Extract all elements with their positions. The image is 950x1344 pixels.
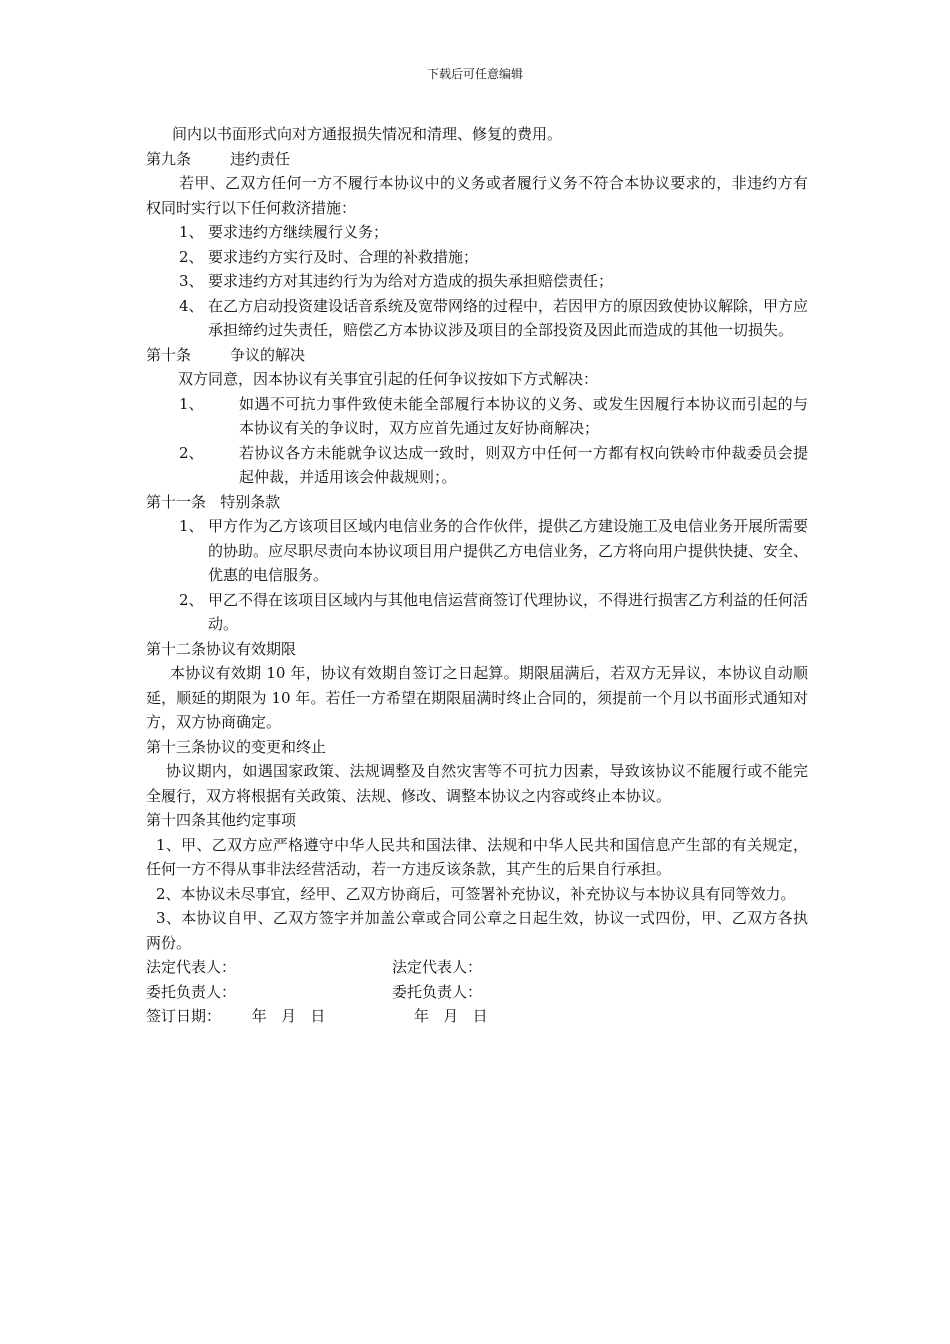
article-13-text: 协议期内，如遇国家政策、法规调整及自然灾害等不可抗力因素，导致该协议不能履行或不能完全履行，双方将根据有关政策、法规、修改、调整本协议之内容或终止本协议。	[146, 762, 808, 805]
signature-date-row	[146, 1004, 808, 1029]
item-text: 要求违约方对其违约行为为给对方造成的损失承担赔偿责任；	[208, 272, 614, 290]
item-text: 在乙方启动投资建设话音系统及宽带网络的过程中，若因甲方的原因致使协议解除，甲方应承担缔约过失责任，赔偿乙方本协议涉及项目的全部投资及因此而造成的其他一切损失。	[208, 296, 809, 339]
item-number: 2、	[179, 247, 204, 266]
article-number: 第九条	[146, 149, 192, 168]
item-text: 要求违约方实行及时、合理的补救措施；	[208, 247, 479, 266]
party-b-representative: 法定代表人：	[392, 958, 483, 976]
list-item	[146, 294, 808, 343]
list-item	[146, 245, 808, 270]
item-number: 1、	[179, 517, 204, 535]
list-item	[146, 269, 808, 294]
list-item	[146, 392, 808, 441]
article-14-item: 2、本协议未尽事宜，经甲、乙双方协商后，可签署补充协议，补充协议与本协议具有同等效力。	[156, 884, 796, 903]
article-14-item: 3、本协议自甲、乙双方签字并加盖公章或合同公章之日起生效，协议一式四份，甲、乙双方各执两份。	[146, 909, 808, 952]
list-item	[146, 588, 808, 637]
signature-representative-row	[146, 955, 808, 980]
document-body	[146, 122, 808, 1029]
list-item	[146, 220, 808, 245]
article-11-heading: 第十一条 特别条款	[146, 492, 281, 511]
item-number: 3、	[179, 272, 204, 290]
article-10-heading	[146, 343, 808, 368]
item-number: 1、	[179, 394, 204, 413]
date-label: 签订日期：	[146, 1007, 222, 1025]
intro-line: 间内以书面形式向对方通报损失情况和清理、修复的费用。	[172, 125, 563, 143]
party-b-agent: 委托负责人：	[392, 982, 483, 1001]
article-13-heading: 第十三条协议的变更和终止	[146, 737, 327, 756]
article-number: 第十条	[146, 345, 192, 364]
page-header: 下载后可任意编辑	[426, 67, 523, 81]
article-title: 违约责任	[230, 149, 291, 168]
article-14-heading: 第十四条其他约定事项	[146, 811, 297, 829]
article-9-lead: 若甲、乙双方任何一方不履行本协议中的义务或者履行义务不符合本协议要求的，非违约方有权同时实行以下任何救济措施：	[146, 174, 808, 217]
item-text: 若协议各方未能就争议达成一致时，则双方中任何一方都有权向铁岭市仲裁委员会提起仲裁，并适用该会仲裁规则；。	[239, 443, 808, 486]
article-14-item: 1、甲、乙双方应严格遵守中华人民共和国法律、法规和中华人民共和国信息产生部的有关规定，任何一方不得从事非法经营活动，若一方违反该条款，其产生的后果自行承担。	[146, 835, 808, 878]
party-a-representative: 法定代表人：	[146, 958, 237, 976]
item-number: 4、	[179, 296, 204, 315]
article-9-heading	[146, 147, 808, 172]
party-a-agent: 委托负责人：	[146, 982, 237, 1001]
item-text: 如遇不可抗力事件致使未能全部履行本协议的义务、或发生因履行本协议而引起的与本协议有关的争议时，双方应首先通过友好协商解决；	[239, 394, 808, 437]
item-text: 要求违约方继续履行义务；	[208, 223, 389, 241]
list-item	[146, 441, 808, 490]
item-text: 甲方作为乙方该项目区域内电信业务的合作伙伴，提供乙方建设施工及电信业务开展所需要的协助。应尽职尽责向本协议项目用户提供乙方电信业务，乙方将向用户提供快捷、安全、优惠的电信服务。	[208, 517, 809, 584]
signature-agent-row	[146, 980, 808, 1005]
item-number: 2、	[179, 443, 204, 462]
item-number: 2、	[179, 590, 204, 609]
list-item	[146, 514, 808, 588]
article-10-lead: 双方同意，因本协议有关事宜引起的任何争议按如下方式解决：	[178, 370, 599, 388]
article-12-heading: 第十二条协议有效期限	[146, 639, 297, 658]
article-title: 争议的解决	[230, 345, 306, 364]
article-12-text: 本协议有效期 10 年，协议有效期自签订之日起算。期限届满后，若双方无异议，本协议自动顺延，顺延的期限为 10 年。若任一方希望在期限届满时终止合同的，须提前一个月以书面形式通知对方，双方协商确定。	[146, 664, 808, 731]
item-number: 1、	[179, 223, 204, 241]
party-b-date: 年 月 日	[414, 1007, 488, 1025]
party-a-date: 年 月 日	[251, 1007, 326, 1025]
item-text: 甲乙不得在该项目区域内与其他电信运营商签订代理协议，不得进行损害乙方利益的任何活动。	[208, 590, 809, 633]
